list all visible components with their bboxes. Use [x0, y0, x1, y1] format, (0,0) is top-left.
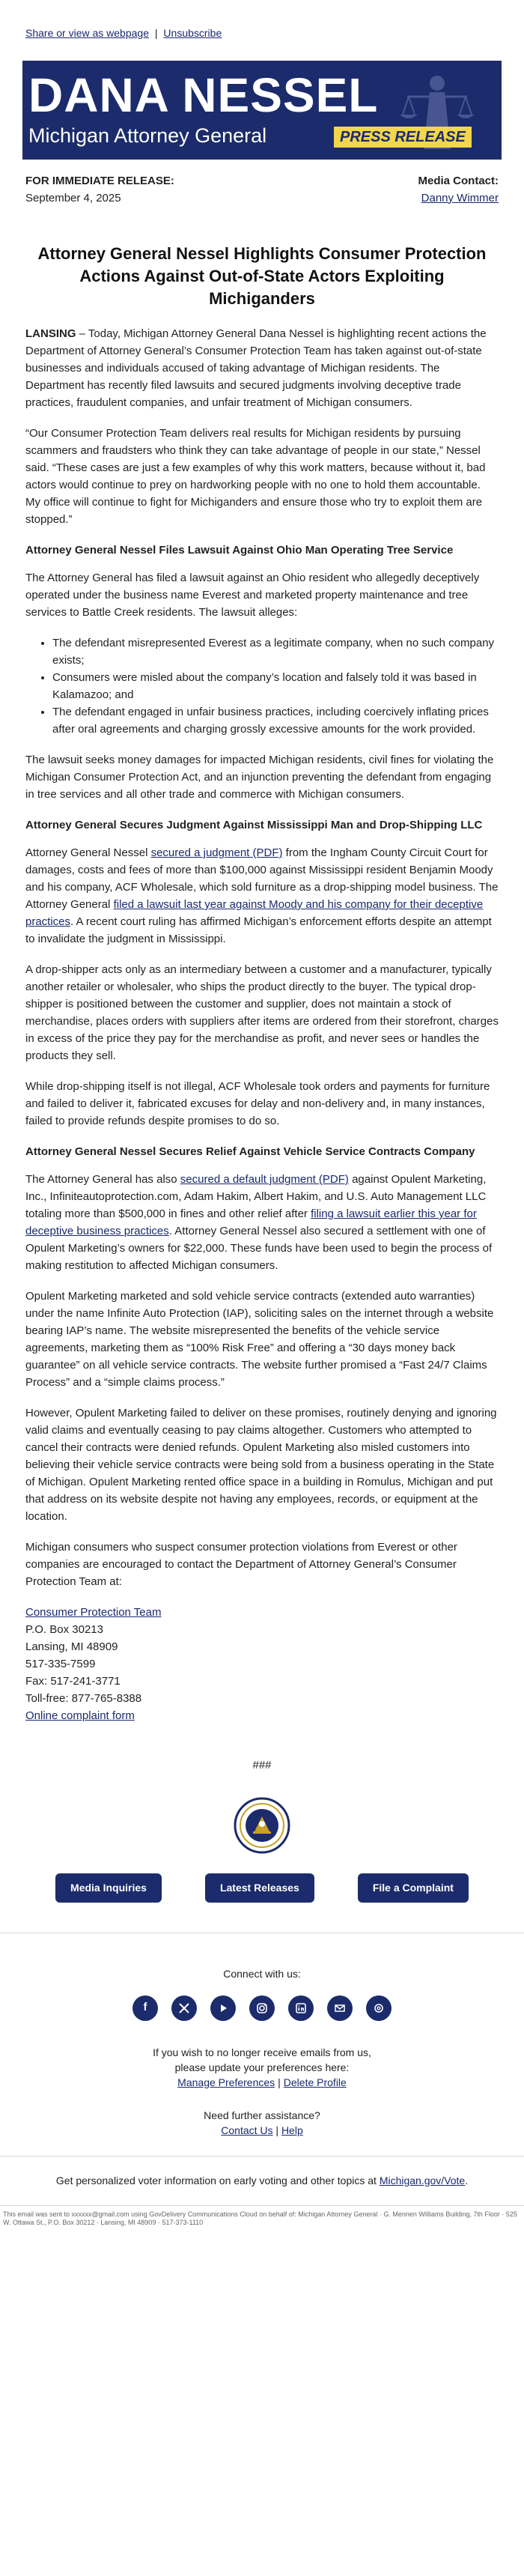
- section2-paragraph-3: While drop-shipping itself is not illegal, ACF Wholesale took orders and payments for furniture and failed to deliver it, fabricated excuses for delay and non-delivery and, in many instances, failed to provide refunds despite promises to do so.: [25, 1080, 490, 1127]
- article-body: [22, 325, 502, 1724]
- link-separator: |: [154, 27, 158, 39]
- section2-text-b: from the Ingham County Circuit Court for damages, costs and fees of more than $100,000 against Mississippi resident Benjamin Moody and his company, ACF Wholesale, which sold furniture as a drop-shipping model business. The Attorney General: [25, 846, 499, 911]
- section3-paragraph-2: Opulent Marketing marketed and sold vehicle service contracts (extended auto warranties) under the name Infinite Auto Protection (IAP), soliciting sales on the internet through a website bearing IAP’s name. The website misrepresented the benefits of the vehicle service agreements, marketing them as “100% Risk Free” and offering a “30 days money back guarantee” on all vehicle service contracts. The website further promised a “Fast 24/7 Claims Process” and a “simple claims process.”: [25, 1290, 494, 1389]
- preferences-links: [0, 2075, 524, 2090]
- banner-title: Michigan Attorney General: [28, 124, 267, 147]
- x-icon[interactable]: [171, 1995, 197, 2021]
- intro-paragraph: [25, 325, 499, 411]
- linkedin-icon[interactable]: [288, 1995, 314, 2021]
- media-contact-label: Media Contact:: [418, 175, 499, 187]
- allegations-list: [52, 634, 499, 738]
- judgment-pdf-link[interactable]: secured a judgment (PDF): [150, 846, 283, 859]
- preferences-line-2: please update your preferences here:: [174, 2061, 350, 2073]
- facebook-icon[interactable]: f: [132, 1995, 158, 2021]
- assistance-question: Need further assistance?: [204, 2109, 320, 2121]
- release-date: September 4, 2025: [25, 191, 121, 204]
- section1-paragraph-1: The Attorney General has filed a lawsuit against an Ohio resident who allegedly deceptively operated under the business name Everest and marketed property maintenance and tree services to Battle Creek residents. The lawsuit alleges:: [25, 572, 480, 619]
- unsubscribe-link[interactable]: Unsubscribe: [163, 27, 222, 39]
- assist-separator: |: [275, 2124, 279, 2136]
- dateline: LANSING: [25, 327, 76, 340]
- manage-preferences-link[interactable]: Manage Preferences: [177, 2076, 275, 2088]
- opulent-lawsuit-link[interactable]: filing a lawsuit earlier this year for deceptive business practices: [25, 1207, 477, 1237]
- voter-info-text: Get personalized voter information on early voting and other topics at: [55, 2174, 380, 2186]
- immediate-release-label: FOR IMMEDIATE RELEASE:: [25, 175, 174, 187]
- list-item: • The defendant engaged in unfair business practices, including coercively inflating prices after oral agreements and charging grossly excessive amounts for the work provided.: [52, 703, 499, 738]
- pref-separator: |: [278, 2076, 281, 2088]
- instagram-icon[interactable]: [249, 1995, 275, 2021]
- quote-paragraph: “Our Consumer Protection Team delivers real results for Michigan residents by pursuing scammers and fraudsters who think they can take advantage of people in our state,” Nessel said. “These cases are just a few examples of why this work matters, because without it, bad actors would continue to prey on hardworking people with no one to hold them accountable. My office will continue to fight for Michiganders and ensure those who try to exploit them are stopped.”: [25, 427, 486, 526]
- section2-text-c: . A recent court ruling has affirmed Michigan’s enforcement efforts despite an attempt to invalidate the judgment in Mississippi.: [25, 915, 492, 945]
- footer-buttons: [22, 1873, 502, 1933]
- contact-po-box: P.O. Box 30213: [25, 1623, 103, 1636]
- section1-paragraph-2: The lawsuit seeks money damages for impacted Michigan residents, civil fines for violating the Michigan Consumer Protection Act, and an injunction preventing the defendant from engaging in tree services and all other trade and commerce with Michigan consumers.: [25, 754, 494, 801]
- consumer-protection-team-link[interactable]: Consumer Protection Team: [25, 1606, 162, 1619]
- section2-text-a: Attorney General Nessel: [25, 846, 151, 859]
- release-info: [22, 160, 502, 207]
- voter-info-banner: [0, 2156, 524, 2205]
- page-title: Attorney General Nessel Highlights Consumer Protection Actions Against Out-of-State Actors Exploiting Michiganders: [37, 244, 487, 308]
- release-date-block: [25, 173, 174, 207]
- email-icon[interactable]: [327, 1995, 353, 2021]
- press-release-badge: PRESS RELEASE: [334, 127, 472, 148]
- contact-us-link[interactable]: Contact Us: [221, 2124, 273, 2136]
- ag-seal-icon: [22, 1797, 502, 1873]
- delete-profile-link[interactable]: Delete Profile: [283, 2076, 347, 2088]
- moody-lawsuit-link[interactable]: filed a lawsuit last year against Moody and his company for their deceptive practices: [25, 898, 484, 928]
- contact-tollfree: Toll-free: 877-765-8388: [25, 1692, 142, 1705]
- assistance-links: [0, 2123, 524, 2138]
- list-item: • Consumers were misled about the company’s location and falsely told it was based in Kalamazoo; and: [52, 669, 499, 703]
- michigan-vote-link[interactable]: Michigan.gov/Vote: [379, 2174, 466, 2186]
- top-links: [22, 0, 502, 61]
- media-contact-block: [418, 173, 499, 207]
- section3-paragraph-4: Michigan consumers who suspect consumer protection violations from Everest or other companies are encouraged to contact the Department of Attorney General’s Consumer Protection Team at:: [25, 1541, 457, 1588]
- youtube-icon[interactable]: [210, 1995, 236, 2021]
- file-complaint-button[interactable]: File a Complaint: [358, 1873, 469, 1903]
- consumer-protection-contact: [25, 1604, 499, 1724]
- section3-text-a: The Attorney General has also: [25, 1173, 180, 1186]
- threads-icon[interactable]: [366, 1995, 392, 2021]
- share-webpage-link[interactable]: Share or view as webpage: [25, 27, 149, 39]
- legal-disclaimer: This email was sent to xxxxxx@gmail.com using GovDelivery Communications Cloud on behalf of: Michigan Attorney General · G. Mennen Williams Building, 7th Floor · 525 W. Ottawa St., P.O. Box 30212 · Lansing, MI 48909 · 517-373-1110: [0, 2205, 524, 2240]
- section2-paragraph-1: [25, 844, 499, 948]
- contact-city: Lansing, MI 48909: [25, 1640, 118, 1653]
- help-link[interactable]: Help: [281, 2124, 303, 2136]
- section3-text-b: against Opulent Marketing, Inc., Infiniteautoprotection.com, Adam Hakim, Albert Hakim, and U.S. Auto Management LLC totaling more than $500,000 in fines and other relief after: [25, 1173, 487, 1220]
- email-container: [22, 0, 502, 1933]
- connect-label: Connect with us:: [223, 1967, 301, 1980]
- intro-text: – Today, Michigan Attorney General Dana Nessel is highlighting recent actions the Department of Attorney General’s Consumer Protection Team has taken against out-of-state businesses and individuals accused of taking advantage of Michigan residents. The Department has recently filed lawsuits and secured judgments involving deceptive trade practices, fraudulent companies, and unfair treatment of Michigan consumers.: [25, 327, 487, 409]
- media-contact-link[interactable]: Danny Wimmer: [421, 191, 499, 204]
- preferences-line-1: If you wish to no longer receive emails from us,: [153, 2046, 371, 2058]
- section2-paragraph-2: A drop-shipper acts only as an intermediary between a customer and a manufacturer, typically another retailer or wholesaler, who ships the product directly to the buyer. The typical drop-shipper is positioned between the customer and supplier, does not maintain a stock of merchandise, places orders with suppliers after items are ordered from their storefront, charges in excess of the price they pay for the merchandise as profit, and never sees or handles the products they sell.: [25, 963, 499, 1062]
- section-heading-vehicle-contracts: Attorney General Nessel Secures Relief Against Vehicle Service Contracts Company: [25, 1145, 475, 1158]
- end-mark: ###: [252, 1759, 272, 1772]
- online-complaint-link[interactable]: Online complaint form: [25, 1709, 135, 1722]
- assistance-block: [0, 2108, 524, 2156]
- section-heading-drop-shipping: Attorney General Secures Judgment Against Mississippi Man and Drop-Shipping LLC: [25, 819, 483, 831]
- default-judgment-pdf-link[interactable]: secured a default judgment (PDF): [180, 1173, 349, 1186]
- contact-fax: Fax: 517-241-3771: [25, 1675, 121, 1688]
- section3-text-c: . Attorney General Nessel also secured a settlement with one of Opulent Marketing’s owners for $22,000. These funds have been used to begin the process of making restitution to affected Michigan consumers.: [25, 1225, 493, 1272]
- voter-info-end: .: [465, 2174, 469, 2186]
- section3-paragraph-3: However, Opulent Marketing failed to deliver on these promises, routinely denying and ignoring valid claims and eventually ceasing to pay claims altogether. Customers who attempted to cancel their contracts were denied refunds. Opulent Marketing also misled customers into believing their vehicle service contracts were being sold from a business operating in the State of Michigan. Opulent Marketing rented office space in a building in Romulus, Michigan and put that address on its website despite not having any employees, records, or equipment at the location.: [25, 1407, 497, 1523]
- press-release-banner: [22, 61, 502, 160]
- banner-name: DANA NESSEL: [28, 68, 379, 122]
- section-heading-tree-service: Attorney General Nessel Files Lawsuit Against Ohio Man Operating Tree Service: [25, 544, 454, 557]
- social-links: [0, 1995, 524, 2021]
- latest-releases-button[interactable]: Latest Releases: [205, 1873, 314, 1903]
- media-inquiries-button[interactable]: Media Inquiries: [55, 1873, 162, 1903]
- list-item: • The defendant misrepresented Everest as a legitimate company, when no such company exists;: [52, 634, 499, 669]
- section3-paragraph-1: [25, 1171, 499, 1274]
- contact-phone: 517-335-7599: [25, 1658, 96, 1670]
- email-footer: [0, 1933, 524, 2240]
- preferences-text: [0, 2045, 524, 2090]
